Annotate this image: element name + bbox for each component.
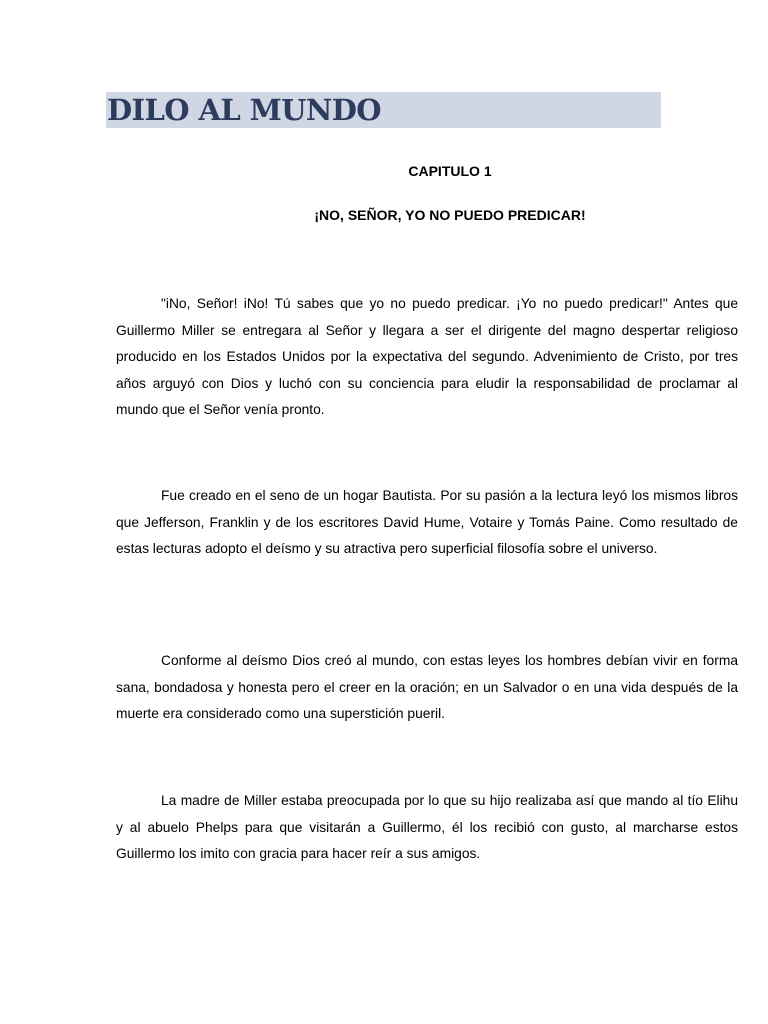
paragraph: Conforme al deísmo Dios creó al mundo, con estas leyes los hombres debían vivir en forma sana, bondadosa y honesta pero el creer en la oración; en un Salvador o en una vida después de la muerte era considerado como una superstición pueril. <box>116 653 738 721</box>
chapter-number: CAPITULO 1 <box>408 163 492 179</box>
document-title: DILO AL MUNDO <box>107 93 381 127</box>
chapter-title: ¡NO, SEÑOR, YO NO PUEDO PREDICAR! <box>314 207 586 223</box>
paragraph: La madre de Miller estaba preocupada por lo que su hijo realizaba así que mando al tío Elihu y al abuelo Phelps para que visitarán a Guillermo, él los recibió con gusto, al marcharse estos Guillermo los imito con gracia para hacer reír a sus amigos. <box>116 793 738 861</box>
paragraph: "iNo, Señor! iNo! Tú sabes que yo no puedo predicar. ¡Yo no puedo predicar!" Antes que Guillermo Miller se entregara al Señor y llegara a ser el dirigente del magno despertar religioso producido en los Estados Unidos por la expectativa del segundo. Advenimiento de Cristo, por tres años arguyó con Dios y luchó con su conciencia para eludir la responsabilidad de proclamar al mundo que el Señor venía pronto. <box>116 296 738 417</box>
paragraph: Fue creado en el seno de un hogar Bautista. Por su pasión a la lectura leyó los mismos libros que Jefferson, Franklin y de los escritores David Hume, Votaire y Tomás Paine. Como resultado de estas lecturas adopto el deísmo y su atractiva pero superficial filosofía sobre el universo. <box>116 488 738 556</box>
